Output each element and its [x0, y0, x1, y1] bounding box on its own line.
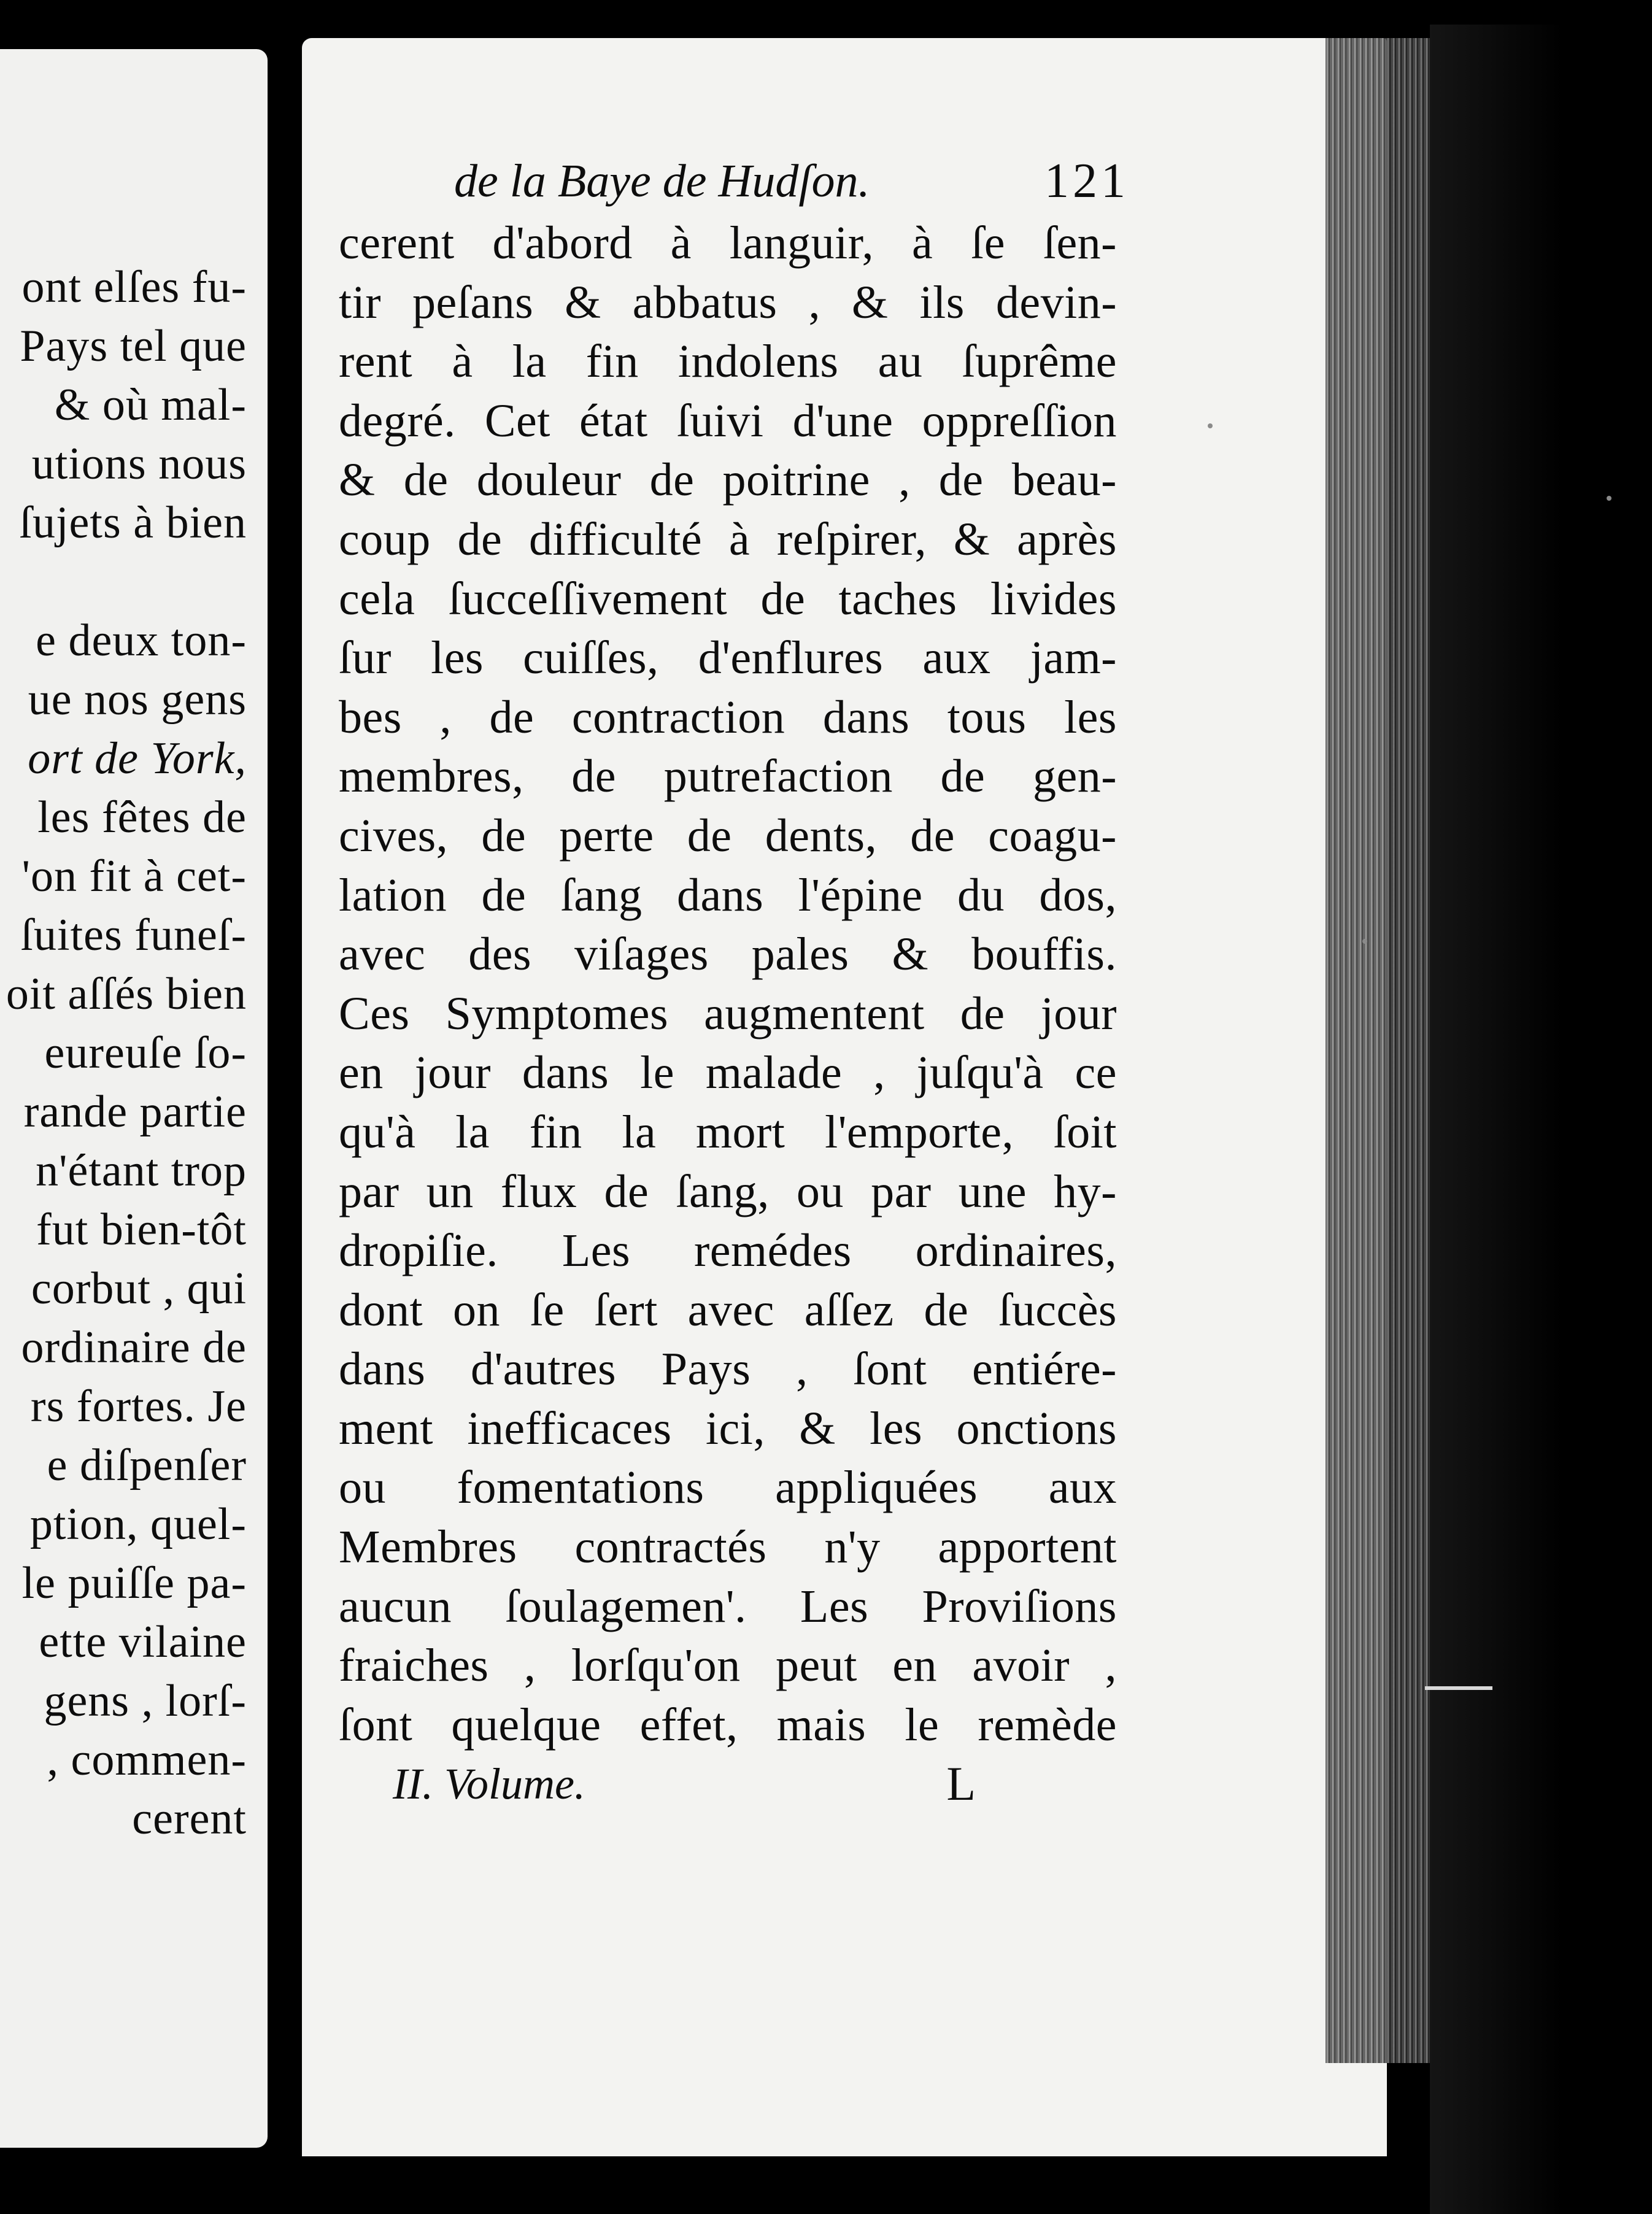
facing-page-fragment	[0, 49, 268, 2148]
facing-page-line: cerent	[132, 1794, 247, 1844]
facing-page-line: ption, quel-	[29, 1499, 247, 1549]
text-line: aucun ſoulagemen'. Les Proviſions	[339, 1580, 1117, 1632]
text-line: Ces Symptomes augmentent de jour	[339, 987, 1117, 1040]
facing-page-line: ort de York,	[28, 733, 247, 784]
text-line: degré. Cet état ſuivi d'une oppreſſion	[339, 395, 1117, 447]
text-line: rent à la fin indolens au ſuprême	[339, 336, 1117, 388]
paper-speck	[1208, 423, 1213, 428]
text-line: par un flux de ſang, ou par une hy-	[339, 1165, 1117, 1217]
facing-page-line: eureuſe ſo-	[44, 1028, 247, 1078]
facing-page-line: ue nos gens	[28, 674, 247, 725]
text-line: lation de ſang dans l'épine du dos,	[339, 869, 1117, 921]
facing-page-line: , commen-	[47, 1735, 247, 1785]
text-line: dans d'autres Pays , ſont entiére-	[339, 1343, 1117, 1395]
text-line: ment inefficaces ici, & les onctions	[339, 1402, 1117, 1454]
text-line: en jour dans le malade , juſqu'à ce	[339, 1047, 1117, 1099]
text-line: dropiſie. Les remédes ordinaires,	[339, 1225, 1117, 1277]
running-head	[454, 147, 1129, 215]
text-line: tir peſans & abbatus , & ils devin-	[339, 276, 1117, 328]
facing-page-line: n'étant trop	[36, 1146, 247, 1196]
text-line: ou fomentations appliquées aux	[339, 1462, 1117, 1514]
text-line: & de douleur de poitrine , de beau-	[339, 454, 1117, 506]
text-line: ſont quelque effet, mais le remède	[339, 1699, 1117, 1751]
facing-page-line	[0, 552, 247, 611]
facing-page-line: ordinaire de	[21, 1322, 247, 1373]
facing-page-line: les fêtes de	[37, 792, 247, 843]
facing-page-line: utions nous	[31, 439, 247, 489]
facing-page-line: ont elſes fu-	[21, 262, 247, 312]
facing-page-line: 'on fit à cet-	[21, 851, 247, 901]
facing-page-text	[0, 258, 247, 1848]
text-line: Membres contractés n'y apportent	[339, 1521, 1117, 1573]
facing-page-line: ſuites funeſ-	[20, 910, 247, 960]
binding-gutter	[268, 0, 302, 2214]
text-line: cives, de perte de dents, de coagu-	[339, 809, 1117, 862]
facing-page-line: rande partie	[23, 1087, 247, 1137]
facing-page-line: gens , lorſ-	[44, 1676, 247, 1726]
facing-page-line: ſujets à bien	[19, 498, 247, 548]
text-line: fraiches , lorſqu'on peut en avoir ,	[339, 1640, 1117, 1692]
book-edge-shadow	[1430, 25, 1652, 2214]
facing-page-line: corbut , qui	[31, 1263, 247, 1314]
body-text	[339, 214, 1117, 1754]
paper-speck	[1362, 939, 1367, 944]
text-line: bes , de contraction dans tous les	[339, 691, 1117, 743]
paper-speck	[1607, 496, 1611, 501]
facing-page-line: e diſpenſer	[47, 1440, 247, 1491]
volume-label: II. Volume.	[393, 1759, 585, 1808]
facing-page-line: ette vilaine	[39, 1617, 247, 1667]
running-head-title: de la Baye de Hudſon.	[454, 155, 870, 207]
facing-page-line: Pays tel que	[20, 321, 247, 371]
edge-mark	[1425, 1686, 1492, 1690]
text-line: avec des viſages pales & bouffis.	[339, 928, 1117, 981]
facing-page-line: oit aſſés bien	[6, 969, 247, 1019]
facing-page-line: fut bien-tôt	[36, 1205, 247, 1255]
text-line: coup de difficulté à reſpirer, & après	[339, 513, 1117, 565]
facing-page-line: le puiſſe pa-	[21, 1558, 247, 1608]
page-edges	[1326, 38, 1436, 2063]
text-line: cerent d'abord à languir, à ſe ſen-	[339, 217, 1117, 269]
signature-mark: L	[946, 1757, 976, 1810]
page-footer	[393, 1750, 976, 1818]
text-line: qu'à la fin la mort l'emporte, ſoit	[339, 1106, 1117, 1158]
text-line: dont on ſe ſert avec aſſez de ſuccès	[339, 1284, 1117, 1336]
facing-page-line: rs fortes. Je	[30, 1381, 247, 1432]
text-line: ſur les cuiſſes, d'enflures aux jam-	[339, 632, 1117, 684]
text-line: cela ſucceſſivement de taches livides	[339, 573, 1117, 625]
text-line: membres, de putrefaction de gen-	[339, 750, 1117, 803]
page-number: 121	[1044, 154, 1129, 208]
facing-page-line: & où mal-	[54, 380, 247, 430]
facing-page-line: e deux ton-	[36, 615, 247, 666]
